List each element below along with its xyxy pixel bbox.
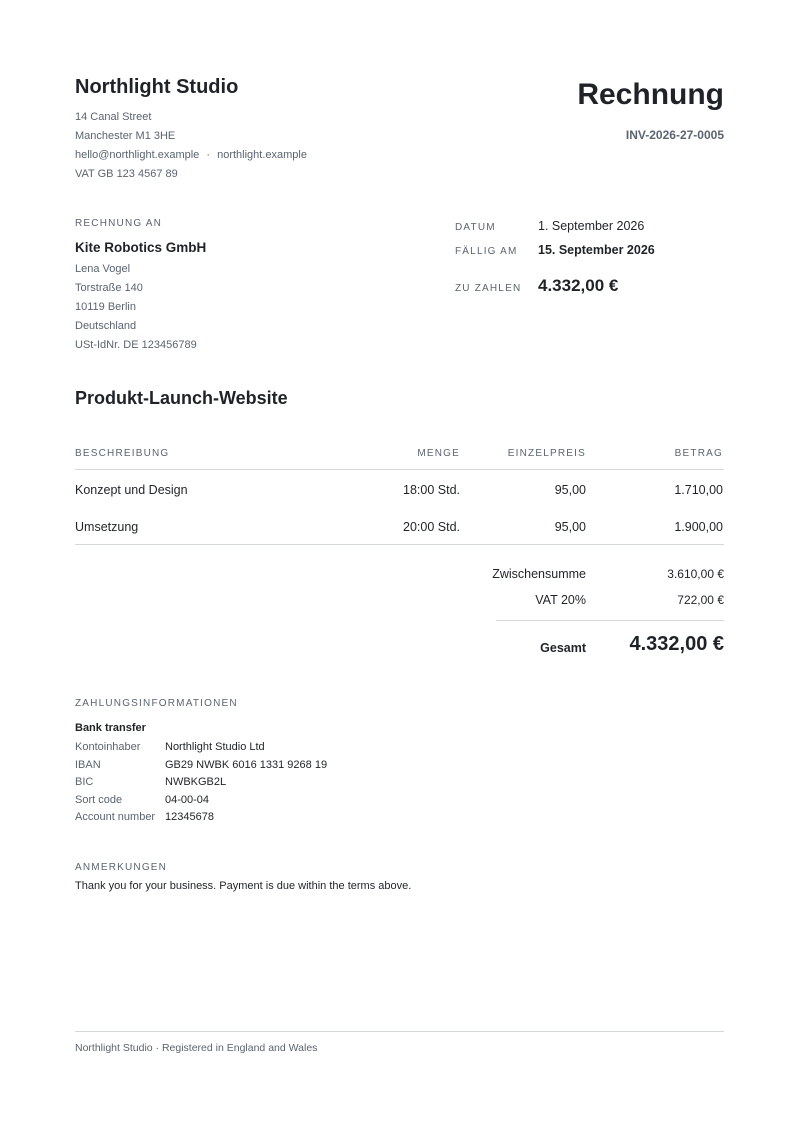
payment-field-key: Kontoinhaber xyxy=(75,741,141,753)
contact-separator: · xyxy=(206,149,211,161)
item-quantity: 18:00 Std. xyxy=(403,483,460,497)
due-value: 15. September 2026 xyxy=(538,243,655,257)
client-city: 10119 Berlin xyxy=(75,301,136,313)
item-unit-price: 95,00 xyxy=(554,483,586,497)
payment-field-key: Account number xyxy=(75,811,156,824)
item-amount: 1.900,00 xyxy=(674,520,723,534)
header-quantity: MENGE xyxy=(417,448,460,459)
invoice-number: INV-2026-27-0005 xyxy=(625,128,724,142)
payment-field-value: 12345678 xyxy=(165,811,214,824)
table-row xyxy=(75,507,724,544)
subtotal-label: Zwischensumme xyxy=(492,567,586,581)
date-value: 1. September 2026 xyxy=(538,219,645,233)
bill-to-label: RECHNUNG AN xyxy=(75,218,163,229)
subtotal-row xyxy=(492,565,724,591)
footer-text: Northlight Studio · Registered in England and Wales xyxy=(75,1042,318,1054)
totals-block xyxy=(492,565,724,661)
item-description: Umsetzung xyxy=(75,520,139,534)
payment-field-key: BIC xyxy=(75,776,94,789)
vat-label: VAT 20% xyxy=(535,593,586,607)
item-amount: 1.710,00 xyxy=(674,483,723,497)
company-street: 14 Canal Street xyxy=(75,111,152,123)
client-name: Kite Robotics GmbH xyxy=(75,240,207,255)
company-name: Northlight Studio xyxy=(75,76,239,98)
footer-divider xyxy=(75,1031,724,1032)
vat-value: 722,00 € xyxy=(677,593,724,607)
client-country: Deutschland xyxy=(75,320,137,332)
payment-field-key: Sort code xyxy=(75,793,123,806)
payment-method: Bank transfer xyxy=(75,722,146,734)
table-bottom-rule xyxy=(75,544,724,545)
company-email: hello@northlight.example xyxy=(75,149,200,161)
grand-total-row xyxy=(496,621,724,661)
payment-info-label: ZAHLUNGSINFORMATIONEN xyxy=(75,698,238,709)
document-title: Rechnung xyxy=(577,78,724,111)
subtotal-value: 3.610,00 € xyxy=(667,567,724,581)
amount-due-label: ZU ZAHLEN xyxy=(455,283,522,294)
company-address xyxy=(75,109,307,185)
item-description: Konzept und Design xyxy=(75,483,188,497)
grand-total-label: Gesamt xyxy=(540,641,586,655)
item-quantity: 20:00 Std. xyxy=(403,520,460,534)
company-contact xyxy=(75,147,307,166)
payment-field-value: 04-00-04 xyxy=(165,793,210,806)
company-city: Manchester M1 3HE xyxy=(75,130,176,142)
due-label: FÄLLIG AM xyxy=(455,246,518,257)
client-tax-id: USt-IdNr. DE 123456789 xyxy=(75,339,197,351)
header-description: BESCHREIBUNG xyxy=(75,448,170,459)
payment-field-value: NWBKGB2L xyxy=(165,776,227,789)
table-header xyxy=(75,443,724,470)
line-items-table xyxy=(75,443,724,545)
amount-due-value: 4.332,00 € xyxy=(538,276,619,295)
table-row xyxy=(75,470,724,507)
client-street: Torstraße 140 xyxy=(75,282,143,294)
company-vat: VAT GB 123 4567 89 xyxy=(75,168,178,180)
grand-total-value: 4.332,00 € xyxy=(629,633,724,655)
payment-field-key: IBAN xyxy=(75,758,101,771)
client-contact: Lena Vogel xyxy=(75,263,131,275)
project-title: Produkt-Launch-Website xyxy=(75,388,288,408)
header-unit-price: EINZELPREIS xyxy=(507,448,586,459)
client-address xyxy=(75,262,197,357)
vat-row xyxy=(496,591,724,617)
header-amount: BETRAG xyxy=(674,448,723,459)
notes-text: Thank you for your business. Payment is due within the terms above. xyxy=(75,880,412,892)
payment-field-value: GB29 NWBK 6016 1331 9268 19 xyxy=(165,758,328,771)
date-label: DATUM xyxy=(455,222,496,233)
payment-field-value: Northlight Studio Ltd xyxy=(165,741,265,753)
item-unit-price: 95,00 xyxy=(554,520,586,534)
notes-label: ANMERKUNGEN xyxy=(75,862,168,873)
company-website: northlight.example xyxy=(217,149,307,161)
